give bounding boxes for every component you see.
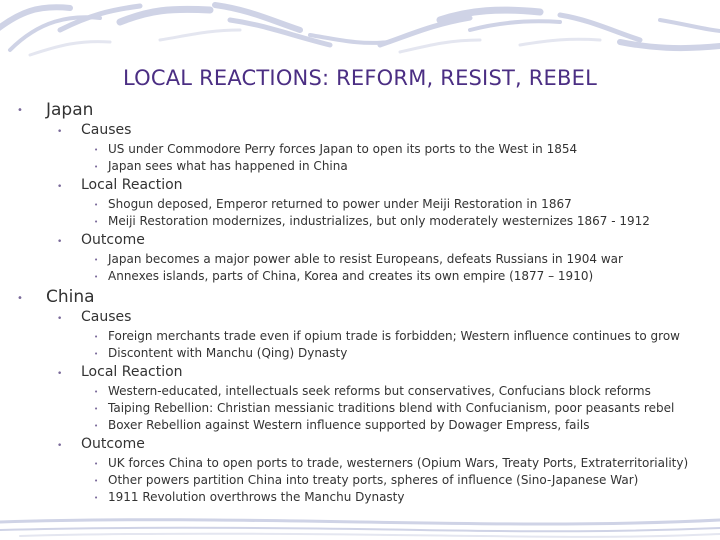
bullet-level3: • (94, 146, 99, 154)
bullet-level2: • (57, 314, 63, 324)
japan-reaction-item-1: Shogun deposed, Emperor returned to power under Meiji Restoration in 1867 (108, 197, 572, 211)
japan-outcome-item-2: Annexes islands, parts of China, Korea and creates its own empire (1877 – 1910) (108, 269, 594, 283)
japan-reaction-label: Local Reaction (81, 177, 183, 193)
section-heading-japan: Japan (46, 100, 94, 120)
bullet-level1: • (17, 105, 23, 116)
bullet-level3: • (94, 218, 99, 226)
japan-outcome-item-1: Japan becomes a major power able to resist Europeans, defeats Russians in 1904 war (108, 252, 623, 266)
bullet-level3: • (94, 477, 99, 485)
bullet-level2: • (57, 441, 63, 451)
japan-causes-label: Causes (81, 122, 132, 138)
china-reaction-label: Local Reaction (81, 364, 183, 380)
bullet-level2: • (57, 369, 63, 379)
bullet-level3: • (94, 388, 99, 396)
china-reaction-item-3: Boxer Rebellion against Western influence supported by Dowager Empress, fails (108, 418, 590, 432)
bullet-level3: • (94, 405, 99, 413)
decorative-swoosh-footer (0, 510, 720, 540)
china-causes-item-1: Foreign merchants trade even if opium trade is forbidden; Western influence continues to grow (108, 329, 680, 343)
section-heading-china: China (46, 287, 95, 307)
bullet-level3: • (94, 494, 99, 502)
bullet-level3: • (94, 350, 99, 358)
bullet-level2: • (57, 182, 63, 192)
bullet-level3: • (94, 256, 99, 264)
japan-outcome-label: Outcome (81, 232, 145, 248)
china-outcome-item-2: Other powers partition China into treaty ports, spheres of influence (Sino-Japanese War) (108, 473, 639, 487)
bullet-level3: • (94, 460, 99, 468)
bullet-level2: • (57, 127, 63, 137)
bullet-level2: • (57, 237, 63, 247)
bullet-level3: • (94, 422, 99, 430)
china-outcome-item-3: 1911 Revolution overthrows the Manchu Dynasty (108, 490, 405, 504)
bullet-level3: • (94, 333, 99, 341)
bullet-level3: • (94, 163, 99, 171)
china-outcome-item-1: UK forces China to open ports to trade, westerners (Opium Wars, Treaty Ports, Extraterritoriality) (108, 456, 689, 470)
japan-causes-item-1: US under Commodore Perry forces Japan to open its ports to the West in 1854 (108, 142, 578, 156)
china-causes-item-2: Discontent with Manchu (Qing) Dynasty (108, 346, 348, 360)
page-title: LOCAL REACTIONS: REFORM, RESIST, REBEL (123, 66, 597, 90)
china-causes-label: Causes (81, 309, 132, 325)
china-outcome-label: Outcome (81, 436, 145, 452)
japan-reaction-item-2: Meiji Restoration modernizes, industrializes, but only moderately westernizes 1867 - 1912 (108, 214, 650, 228)
china-reaction-item-2: Taiping Rebellion: Christian messianic traditions blend with Confucianism, poor peasants rebel (108, 401, 675, 415)
china-reaction-item-1: Western-educated, intellectuals seek reforms but conservatives, Confucians block reforms (108, 384, 651, 398)
japan-causes-item-2: Japan sees what has happened in China (108, 159, 348, 173)
bullet-level1: • (17, 293, 23, 304)
bullet-level3: • (94, 201, 99, 209)
decorative-swoosh-header (0, 0, 720, 60)
bullet-level3: • (94, 273, 99, 281)
